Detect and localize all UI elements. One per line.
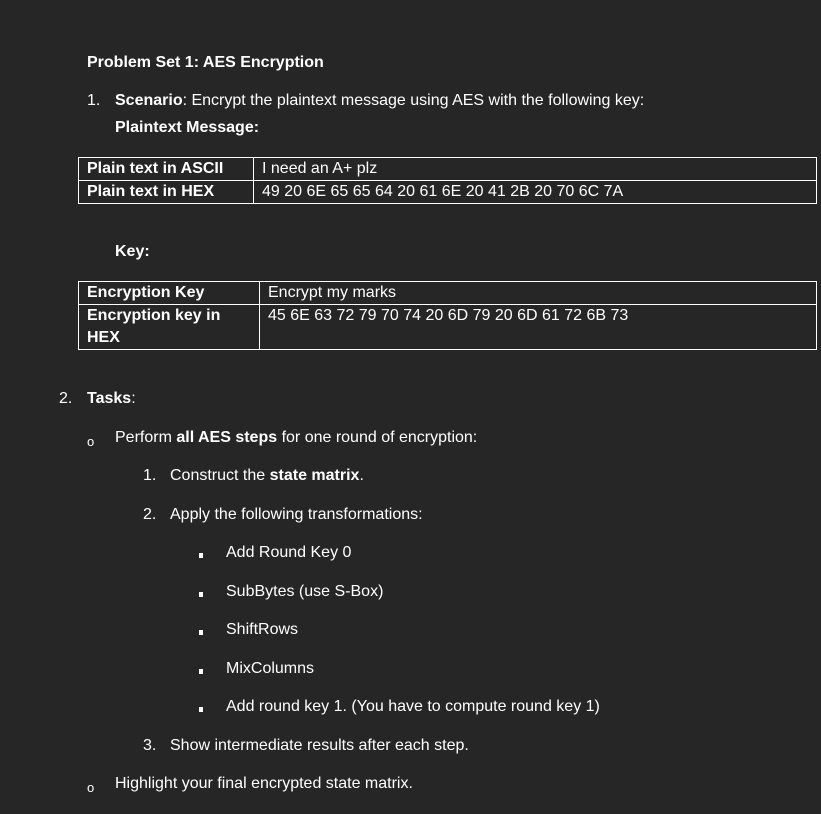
plaintext-table (78, 157, 817, 204)
scenario-number: 1. (87, 92, 101, 109)
table-key-cell: Plain text in ASCII (79, 158, 254, 181)
table-row (79, 282, 817, 305)
scenario-text: : Encrypt the plaintext message using AES with the following key: (182, 92, 645, 109)
table-key-cell (79, 305, 260, 350)
step2-text: Apply the following transformations: (170, 506, 423, 523)
scenario-line (115, 92, 644, 110)
step3-number: 3. (143, 737, 157, 754)
tasks-line (87, 390, 136, 408)
table-value-cell: I need an A+ plz (254, 158, 817, 181)
scenario-item (87, 92, 100, 110)
bullet-highlight-final: Highlight your final encrypted state matrix. (115, 775, 413, 792)
bullet-perform-steps (115, 429, 477, 447)
step3-text: Show intermediate results after each step. (170, 737, 469, 754)
key-cell-line1: Encryption key in (87, 307, 221, 324)
square-bullet-icon (199, 592, 203, 597)
table-key-cell: Encryption Key (79, 282, 260, 305)
step2-number: 2. (143, 506, 157, 523)
square-bullet-icon (199, 669, 203, 674)
square-bullet-icon (199, 707, 203, 712)
page-title: Problem Set 1: AES Encryption (87, 54, 324, 71)
tasks-number: 2. (59, 390, 73, 407)
circle-bullet-icon: o (87, 434, 95, 449)
step1-text (170, 467, 364, 485)
list-item: Add round key 1. (You have to compute round key 1) (226, 698, 600, 715)
bullet-text-bold: all AES steps (176, 429, 278, 446)
square-bullet-icon (199, 553, 203, 558)
table-row (79, 181, 817, 204)
list-item: MixColumns (226, 660, 315, 677)
key-heading: Key: (115, 243, 150, 260)
table-value-cell: Encrypt my marks (260, 282, 817, 305)
table-row (79, 305, 817, 350)
plaintext-heading: Plaintext Message: (115, 119, 260, 136)
step1-pre: Construct the (170, 467, 270, 484)
list-item: SubBytes (use S-Box) (226, 583, 384, 600)
step1-bold: state matrix (269, 467, 360, 484)
circle-bullet-icon: o (87, 780, 95, 795)
bullet-text-post: for one round of encryption: (277, 429, 478, 446)
table-key-cell: Plain text in HEX (79, 181, 254, 204)
step1-post: . (359, 467, 364, 484)
square-bullet-icon (199, 630, 203, 635)
table-row (79, 158, 817, 181)
key-table (78, 281, 817, 350)
tasks-colon: : (131, 390, 136, 407)
step1-number: 1. (143, 467, 157, 484)
table-value-cell: 49 20 6E 65 65 64 20 61 6E 20 41 2B 20 70 6C 7A (254, 181, 817, 204)
table-value-cell: 45 6E 63 72 79 70 74 20 6D 79 20 6D 61 72 6B 73 (260, 305, 817, 350)
key-cell-line2: HEX (87, 329, 120, 346)
list-item: Add Round Key 0 (226, 544, 352, 561)
list-item: ShiftRows (226, 621, 299, 638)
tasks-label: Tasks (87, 390, 132, 407)
scenario-label: Scenario (115, 92, 183, 109)
bullet-text-pre: Perform (115, 429, 177, 446)
